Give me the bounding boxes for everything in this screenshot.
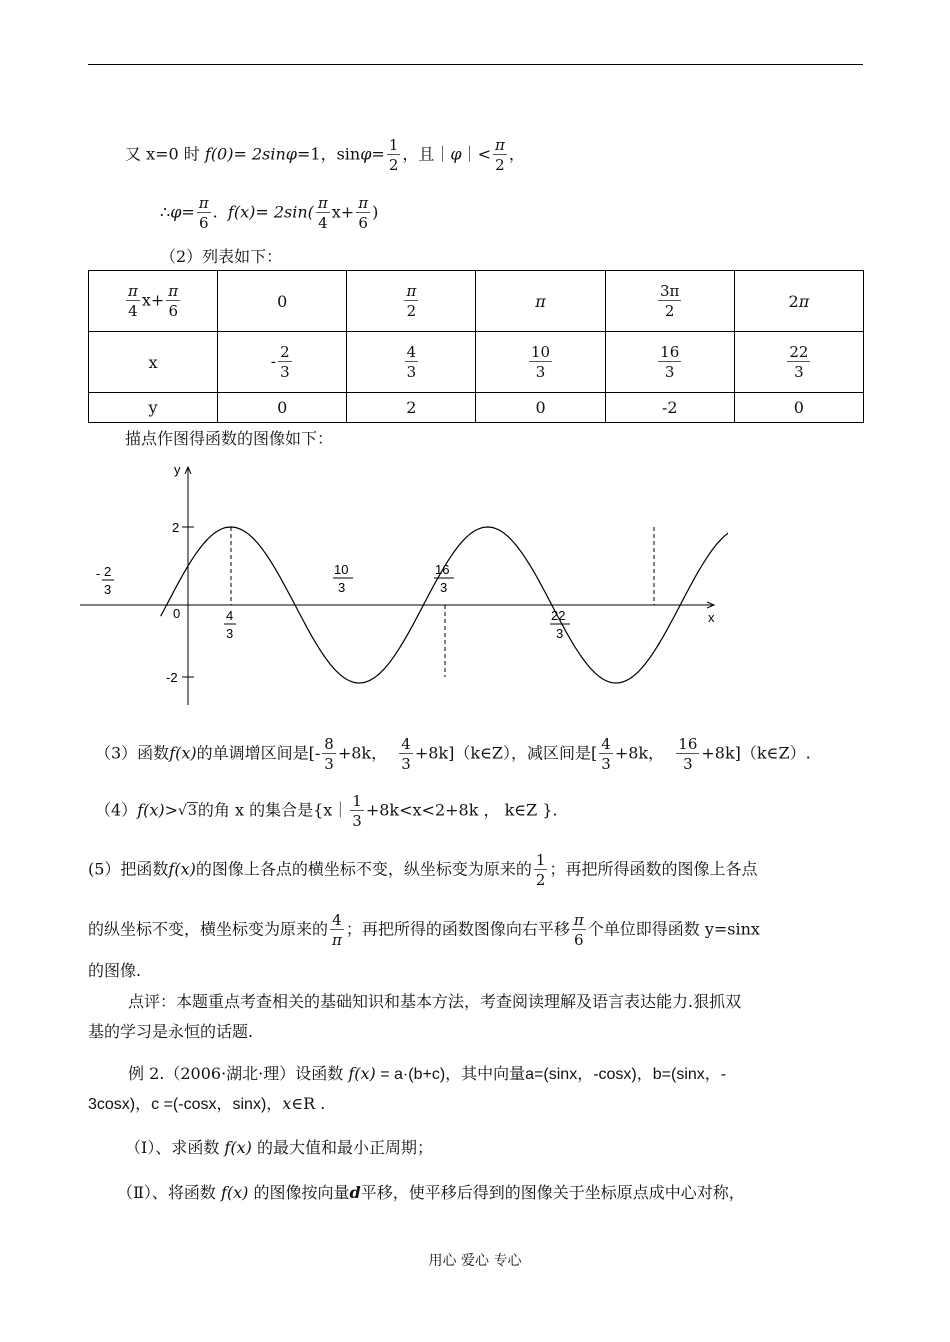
svg-text:16: 16 bbox=[435, 562, 450, 577]
fraction: $\frac{\pi}{6}$ bbox=[358, 194, 369, 232]
header-rule bbox=[88, 64, 863, 65]
table-cell: -2 bbox=[605, 393, 734, 423]
list-intro: （2）列表如下： bbox=[160, 247, 283, 266]
part-2: （Ⅱ）、将函数 f(x) 的图像按向量d平移，使平移后得到的图像关于坐标原点成中心对称， bbox=[117, 1183, 745, 1202]
table-cell: 0 bbox=[218, 271, 347, 332]
monotonic-intervals: （3）函数f(x)的单调增区间是[- $\frac{8}{3}$ +8k， $\frac{4}{3}$ +8k]（k∈Z），减区间是[ $\frac{4}{3}$ +8k， $\frac{16}{3}$ +8k]（k∈Z）. bbox=[95, 735, 811, 773]
svg-text:2: 2 bbox=[104, 564, 112, 579]
fraction: $\frac{\pi}{2}$ bbox=[495, 136, 505, 174]
svg-text:3: 3 bbox=[104, 582, 112, 597]
table-cell: $\frac{4}{3}$ bbox=[347, 332, 476, 393]
x-tick-label-4-3 bbox=[224, 608, 236, 641]
transform-step-1: (5）把函数f(x)的图像上各点的横坐标不变，纵坐标变为原来的 $\frac{1}{2}$ ；再把所得函数的图像上各点 bbox=[88, 851, 758, 889]
svg-text:3: 3 bbox=[440, 580, 448, 595]
svg-text:3: 3 bbox=[338, 580, 346, 595]
table-cell: 2π bbox=[734, 271, 863, 332]
table-header-cell: x bbox=[89, 332, 218, 393]
svg-text:3: 3 bbox=[556, 626, 564, 641]
transform-step-2: 的纵坐标不变，横坐标变为原来的 $\frac{4}{\pi}$ ；再把所得的函数图像向右平移 $\frac{\pi}{6}$ 个单位即得函数 y=sinx bbox=[88, 911, 760, 949]
x-tick-label-16-3 bbox=[434, 562, 454, 595]
table-row bbox=[89, 332, 864, 393]
page-footer: 用心 爱心 专心 bbox=[428, 1253, 522, 1269]
table-cell: 0 bbox=[476, 393, 605, 423]
table-cell: $\frac{22}{3}$ bbox=[734, 332, 863, 393]
part-1: （Ⅰ）、求函数 f(x) 的最大值和最小正周期； bbox=[125, 1138, 433, 1157]
graph-intro: 描点作图得函数的图像如下： bbox=[125, 429, 334, 448]
y-axis-label: y bbox=[174, 462, 181, 477]
table-header-cell: $\frac{\pi}{4}$ x+ $\frac{\pi}{6}$ bbox=[89, 271, 218, 332]
x-tick-label-neg2-3 bbox=[96, 564, 114, 597]
table-header-cell: y bbox=[89, 393, 218, 423]
y-label-neg2: -2 bbox=[166, 670, 178, 685]
fraction: $\frac{1}{2}$ bbox=[388, 136, 399, 174]
svg-text:22: 22 bbox=[551, 608, 566, 623]
fraction: $\frac{\pi}{6}$ bbox=[198, 194, 209, 232]
x-tick-label-22-3 bbox=[550, 608, 570, 641]
table-cell: $\frac{\pi}{2}$ bbox=[347, 271, 476, 332]
line-initial-condition: 又 x=0 时 f(0)= 2sinφ=1，sinφ= $\frac{1}{2}$ ，且｜φ｜< $\frac{\pi}{2}$ ， bbox=[125, 136, 525, 174]
table-cell: $\frac{10}{3}$ bbox=[476, 332, 605, 393]
sine-graph bbox=[78, 460, 728, 710]
table-cell: 0 bbox=[218, 393, 347, 423]
example2-line1: 例 2.（2006·湖北·理）设函数 f(x) = a·(b+c)，其中向量a=(sinx，-cosx)，b=(sinx，- bbox=[128, 1064, 727, 1083]
comment-line-2: 基的学习是永恒的话题. bbox=[88, 1022, 254, 1041]
svg-text:-: - bbox=[96, 566, 101, 581]
value-table bbox=[88, 270, 864, 423]
comment-line-1: 点评：本题重点考查相关的基础知识和基本方法，考查阅读理解及语言表达能力.狠抓双 bbox=[128, 992, 742, 1011]
svg-text:10: 10 bbox=[334, 562, 349, 577]
table-cell: $\frac{16}{3}$ bbox=[605, 332, 734, 393]
table-cell: π bbox=[476, 271, 605, 332]
y-label-2: 2 bbox=[172, 520, 180, 535]
x-tick-label-10-3 bbox=[333, 562, 353, 595]
table-cell: - $\frac{2}{3}$ bbox=[218, 332, 347, 393]
example2-line2: 3cosx)，c =(-cosx，sinx)，x∈R . bbox=[88, 1094, 326, 1113]
svg-text:4: 4 bbox=[226, 608, 234, 623]
fraction: $\frac{\pi}{4}$ bbox=[317, 194, 328, 232]
angle-set: （4）f(x)>√3的角 x 的集合是{x｜ $\frac{1}{3}$ +8k<x<2+8k ， k∈Z }. bbox=[95, 792, 558, 830]
transform-end: 的图像. bbox=[88, 961, 142, 980]
table-cell: 0 bbox=[734, 393, 863, 423]
svg-text:3: 3 bbox=[226, 626, 234, 641]
table-row bbox=[89, 393, 864, 423]
x-axis-label: x bbox=[708, 610, 715, 625]
table-row bbox=[89, 271, 864, 332]
origin-label: 0 bbox=[173, 606, 181, 621]
table-cell: $\frac{3\pi}{2}$ bbox=[605, 271, 734, 332]
line-phi-result: ∴φ= $\frac{\pi}{6}$ . f(x)= 2sin( $\frac{\pi}{4}$ x+ $\frac{\pi}{6}$ ) bbox=[160, 194, 379, 232]
table-cell: 2 bbox=[347, 393, 476, 423]
